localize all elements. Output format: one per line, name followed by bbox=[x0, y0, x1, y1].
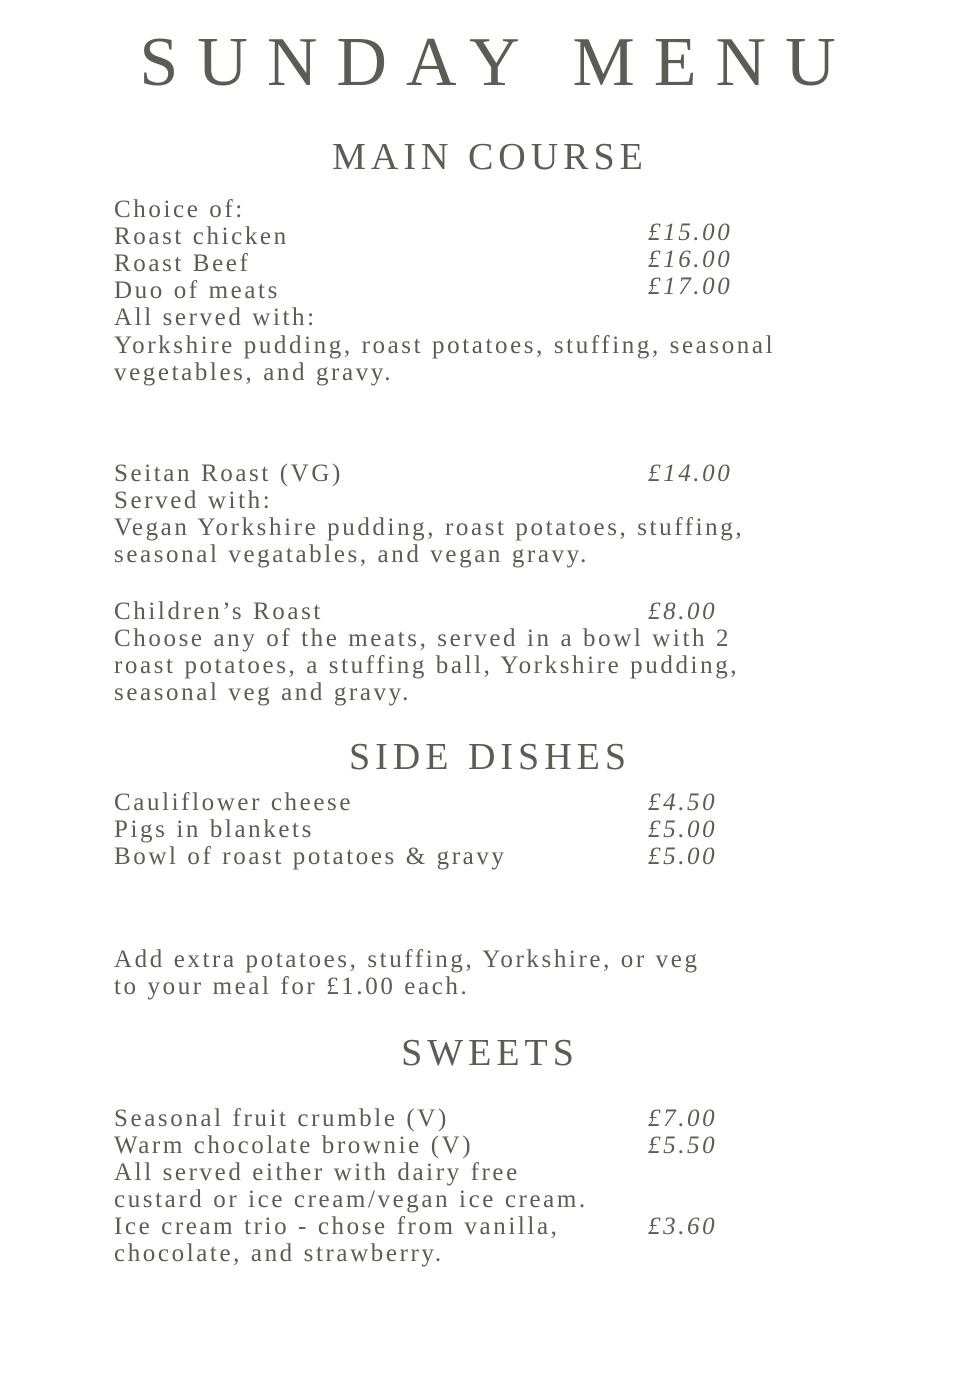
seitan-served-label: Served with: bbox=[114, 487, 273, 514]
side-dishes-heading: SIDE DISHES bbox=[349, 736, 631, 778]
served-description: vegetables, and gravy. bbox=[114, 359, 394, 386]
sweets-served-note: All served either with dairy free bbox=[114, 1159, 520, 1186]
sweets-served-note: custard or ice cream/vegan ice cream. bbox=[114, 1186, 588, 1213]
menu-item-name: Roast chicken bbox=[114, 223, 289, 250]
ice-cream-trio-description: chocolate, and strawberry. bbox=[114, 1240, 444, 1267]
main-course-heading: MAIN COURSE bbox=[332, 136, 648, 178]
seitan-description: Vegan Yorkshire pudding, roast potatoes, stuffing, bbox=[114, 514, 745, 541]
menu-item-price: £15.00 bbox=[648, 219, 733, 246]
ice-cream-trio-price: £3.60 bbox=[648, 1213, 718, 1240]
children-roast-name: Children’s Roast bbox=[114, 598, 323, 625]
side-item-price: £5.00 bbox=[648, 843, 718, 870]
side-item-name: Pigs in blankets bbox=[114, 816, 314, 843]
children-roast-description: Choose any of the meats, served in a bowl with 2 bbox=[114, 625, 732, 652]
side-item-price: £5.00 bbox=[648, 816, 718, 843]
children-roast-price: £8.00 bbox=[648, 598, 718, 625]
children-roast-description: roast potatoes, a stuffing ball, Yorkshire pudding, bbox=[114, 652, 740, 679]
sweet-item-name: Warm chocolate brownie (V) bbox=[114, 1132, 474, 1159]
seitan-price: £14.00 bbox=[648, 460, 733, 487]
menu-item-price: £17.00 bbox=[648, 273, 733, 300]
menu-item-name: Roast Beef bbox=[114, 250, 251, 277]
side-item-name: Cauliflower cheese bbox=[114, 789, 354, 816]
ice-cream-trio-name: Ice cream trio - chose from vanilla, bbox=[114, 1213, 560, 1240]
seitan-description: seasonal vegatables, and vegan gravy. bbox=[114, 541, 589, 568]
served-label: All served with: bbox=[114, 304, 317, 331]
side-item-price: £4.50 bbox=[648, 789, 718, 816]
extras-note: to your meal for £1.00 each. bbox=[114, 973, 470, 1000]
extras-note: Add extra potatoes, stuffing, Yorkshire, or veg bbox=[114, 946, 700, 973]
menu-item-price: £16.00 bbox=[648, 246, 733, 273]
sweet-item-price: £7.00 bbox=[648, 1105, 718, 1132]
seitan-name: Seitan Roast (VG) bbox=[114, 460, 343, 487]
sweet-item-name: Seasonal fruit crumble (V) bbox=[114, 1105, 449, 1132]
side-item-name: Bowl of roast potatoes & gravy bbox=[114, 843, 507, 870]
menu-item-name: Duo of meats bbox=[114, 277, 280, 304]
served-description: Yorkshire pudding, roast potatoes, stuffing, seasonal bbox=[114, 332, 776, 359]
sweet-item-price: £5.50 bbox=[648, 1132, 718, 1159]
choice-label: Choice of: bbox=[114, 196, 245, 223]
children-roast-description: seasonal veg and gravy. bbox=[114, 679, 411, 706]
sweets-heading: SWEETS bbox=[401, 1032, 579, 1074]
menu-title: SUNDAY MENU bbox=[139, 24, 855, 101]
